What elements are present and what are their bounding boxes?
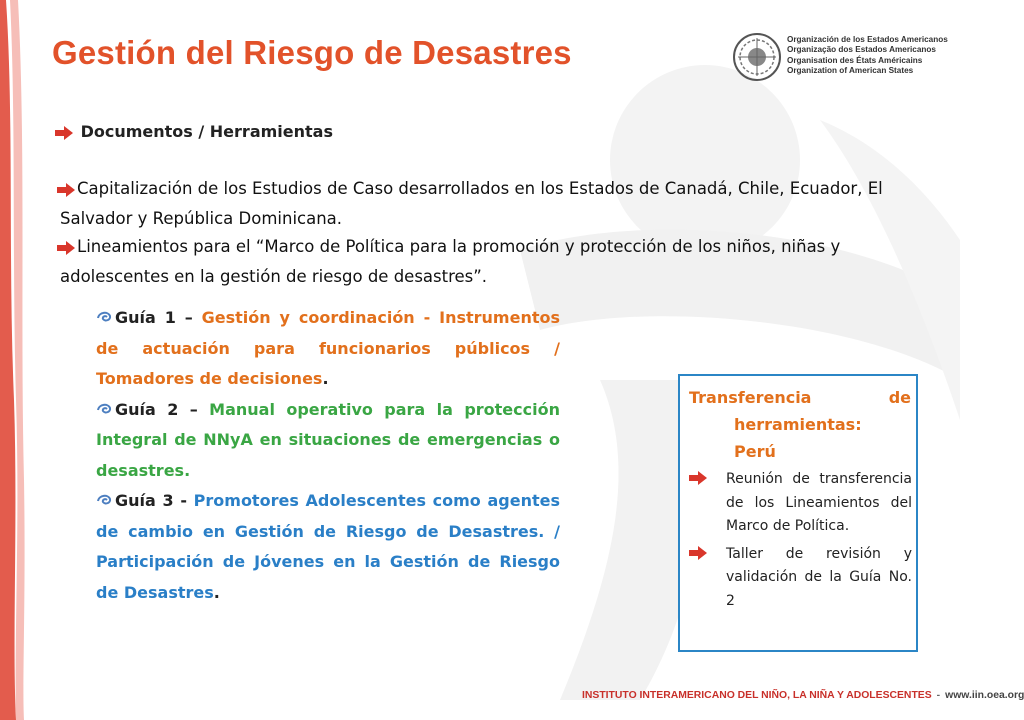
transfer-box-items <box>688 468 912 617</box>
oas-emblem-icon <box>732 30 782 84</box>
arrow-bullet-icon <box>688 546 708 560</box>
transfer-box-title: Transferencia de herramientas: Perú <box>689 388 911 461</box>
list-item: Taller de revisión y validación de la Guía No. 2 <box>688 543 912 614</box>
arrow-bullet-icon <box>56 183 76 197</box>
guide-item-1: Guía 1 – Gestión y coordinación - Instrumentos de actuación para funcionarios públicos / Tomadores de decisiones. <box>96 308 560 388</box>
arrow-bullet-icon <box>56 241 76 255</box>
guide-list <box>96 303 560 608</box>
footer-website: www.iin.oea.org <box>945 690 1024 701</box>
guide-item-3: Guía 3 - Promotores Adolescentes como agentes de cambio en Gestión de Riesgo de Desastres. / Participación de Jóvenes en la Gestión de Riesgo de Desastres. <box>96 491 561 602</box>
swirl-bullet-icon <box>96 402 114 416</box>
arrow-bullet-icon <box>688 471 708 485</box>
page-title: Gestión del Riesgo de Desastres <box>52 34 572 71</box>
swirl-bullet-icon <box>96 493 114 507</box>
footer-institute: INSTITUTO INTERAMERICANO DEL NIÑO, LA NIÑA Y ADOLESCENTES <box>582 690 932 701</box>
arrow-bullet-icon <box>54 126 74 140</box>
section-heading: Documentos / Herramientas <box>54 122 333 141</box>
oas-logo <box>732 30 947 90</box>
transfer-box <box>678 374 918 652</box>
list-item: Reunión de transferencia de los Lineamientos del Marco de Política. <box>688 468 912 539</box>
paragraph-case-studies: Capitalización de los Estudios de Caso desarrollados en los Estados de Canadá, Chile, Ecuador, El Salvador y República Dominicana. <box>60 174 910 234</box>
oas-logo-text: Organización de los Estados Americanos Organização dos Estados Americanos Organisation des États Américains Organization of American States <box>787 35 948 76</box>
paragraph-guidelines: Lineamientos para el “Marco de Política para la promoción y protección de los niños, niñas y adolescentes en la gestión de riesgo de desastres”. <box>60 232 910 292</box>
guide-item-2: Guía 2 – Manual operativo para la protección Integral de NNyA en situaciones de emergencias o desastres. <box>96 399 560 480</box>
footer: INSTITUTO INTERAMERICANO DEL NIÑO, LA NIÑA Y ADOLESCENTES - www.iin.oea.org <box>582 690 1024 701</box>
swirl-bullet-icon <box>96 310 114 324</box>
